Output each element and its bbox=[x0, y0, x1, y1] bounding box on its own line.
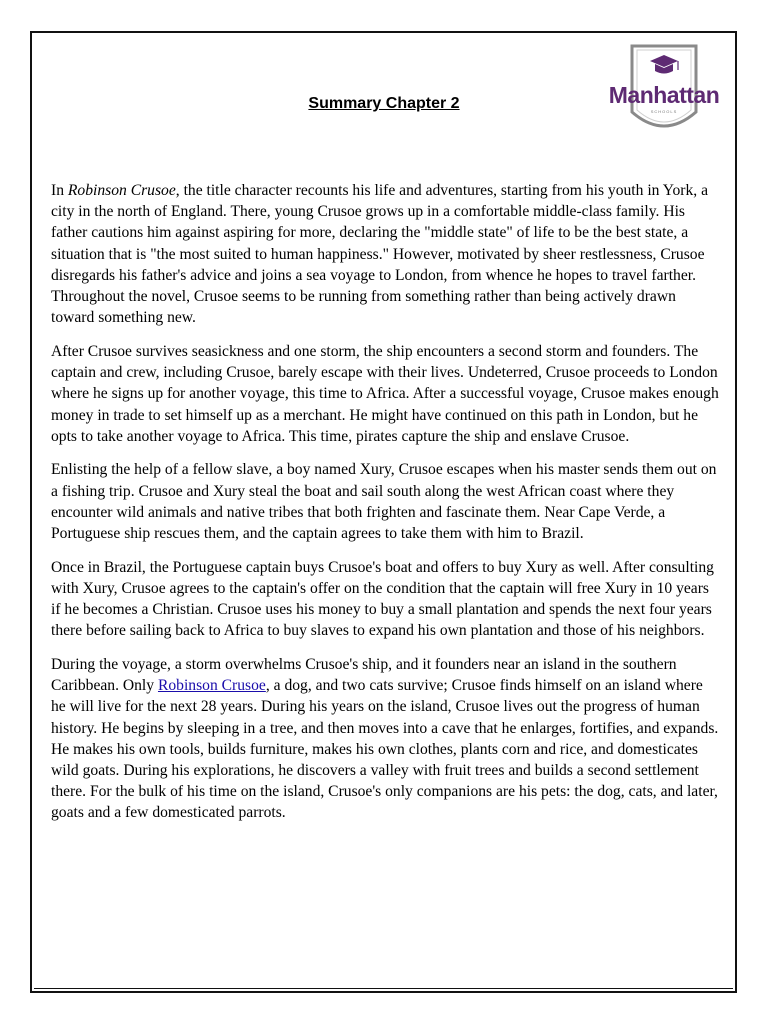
paragraph-4: Once in Brazil, the Portuguese captain buys Crusoe's boat and offers to buy Xury as well. After consulting with Xury, Crusoe agrees to the captain's offer on the condition that the captain will free Xury in 10 years if he becomes a Christian. Crusoe uses his money to buy a small plantation and spends the next four years there before sailing back to Africa to buy slaves to expand his own plantation and those of his neighbors. bbox=[51, 558, 714, 640]
paragraph-5 bbox=[51, 654, 721, 824]
paragraph-2: After Crusoe survives seasickness and one storm, the ship encounters a second storm and founders. The captain and crew, including Crusoe, barely escape with their lives. Undeterred, Crusoe proceeds to London where he signs up for another voyage, this time to Africa. After a successful voyage, Crusoe makes enough money in trade to set himself up as a merchant. He might have continued on this path in London, but he opts to take another voyage to Africa. This time, pirates capture the ship and enslave Crusoe. bbox=[51, 342, 719, 445]
logo-wordmark: Manhattan bbox=[608, 82, 720, 108]
paragraph-5-text-before: During the voyage, a storm overwhelms Crusoe's ship, and it founders near an island in the southern Caribbean. Only bbox=[51, 656, 677, 695]
manhattan-logo bbox=[602, 42, 726, 142]
paragraph-1 bbox=[51, 180, 721, 328]
document-body bbox=[51, 180, 721, 836]
book-title-italic: Robinson Crusoe bbox=[67, 182, 176, 199]
paragraph-1-prefix: In bbox=[51, 182, 68, 199]
logo-subtitle: SCHOOLS bbox=[650, 109, 678, 114]
paragraph-3: Enlisting the help of a fellow slave, a boy named Xury, Crusoe escapes when his master sends them out on a fishing trip. Crusoe and Xury steal the boat and sail south along the west African coast where they encounter wild animals and native tribes that both frighten and fascinate them. Near Cape Verde, a Portuguese ship rescues them, and the captain agrees to take them with him to Brazil. bbox=[51, 461, 717, 543]
page-title: Summary Chapter 2 bbox=[308, 95, 460, 112]
paragraph-1-text: , the title character recounts his life and adventures, starting from his youth in York, a city in the north of England. There, young Crusoe grows up in a comfortable middle-class family. His father cautions him against aspiring for more, declaring the "middle state" of life to be the best state, a situation that is "the most suited to human happiness." However, motivated by sheer restlessness, Crusoe disregards his father's advice and joins a sea voyage to London, from whence he hopes to travel farther. Throughout the novel, Crusoe seems to be running from something rather than being actively drawn toward something new. bbox=[51, 182, 708, 327]
paragraph-5-text-after: , a dog, and two cats survive; Crusoe finds himself on an island where he will live for the next 28 years. During his years on the island, Crusoe lives out the progress of human history. He begins by sleeping in a tree, and then moves into a cave that he enlarges, fortifies, and expands. He makes his own tools, builds furniture, makes his own clothes, plants corn and rice, and domesticates wild goats. During his explorations, he discovers a valley with fruit trees and builds a second settlement there. For the bulk of his time on the island, Crusoe's only companions are his pets: the dog, cats, and later, goats and a few domesticated parrots. bbox=[51, 677, 719, 822]
robinson-crusoe-link[interactable]: Robinson Crusoe bbox=[157, 677, 266, 695]
